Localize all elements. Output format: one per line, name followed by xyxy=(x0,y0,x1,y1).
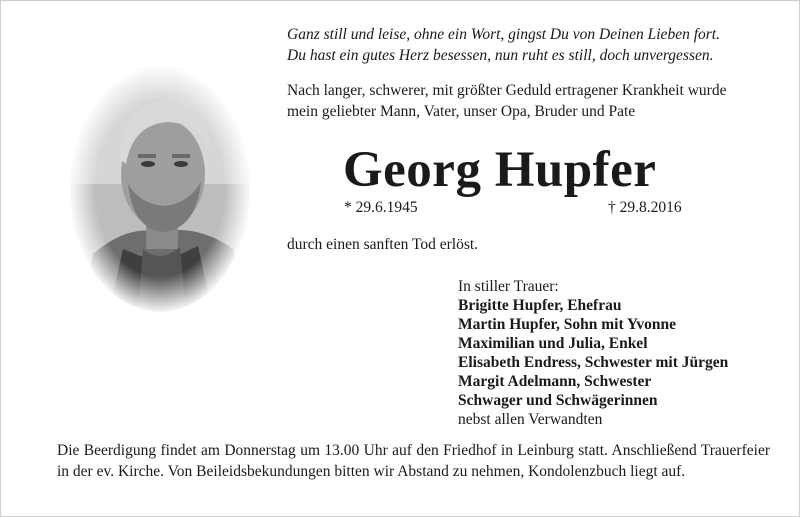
death-date: † 29.8.2016 xyxy=(608,199,682,216)
verse-line: Du hast ein gutes Herz besessen, nun ruht es still, doch unvergessen. xyxy=(287,47,714,64)
deceased-name: Georg Hupfer xyxy=(343,142,657,198)
intro-text xyxy=(287,80,787,122)
mourners-closing: nebst allen Verwandten xyxy=(458,411,603,428)
mourner: Brigitte Hupfer, Ehefrau xyxy=(458,297,622,314)
mourners-block xyxy=(458,277,788,429)
mourner: Margit Adelmann, Schwester xyxy=(458,373,652,390)
mourner: Elisabeth Endress, Schwester mit Jürgen xyxy=(458,354,729,371)
funeral-info: Die Beerdigung findet am Donnerstag um 13.00 Uhr auf den Friedhof in Leinburg statt. Anschließend Trauerfeier in der ev. Kirche. Von Beileidsbekundungen bitten wir Abstand zu nehmen, Kondolenzbuch liegt auf. xyxy=(57,442,770,480)
intro-line: Nach langer, schwerer, mit größter Geduld ertragener Krankheit wurde xyxy=(287,82,727,99)
mourner: Maximilian und Julia, Enkel xyxy=(458,335,648,352)
mourner: Martin Hupfer, Sohn mit Yvonne xyxy=(458,316,677,333)
birth-date: * 29.6.1945 xyxy=(344,199,418,216)
verse xyxy=(287,24,787,66)
portrait-photo xyxy=(68,64,252,314)
verse-line: Ganz still und leise, ohne ein Wort, gingst Du von Deinen Lieben fort. xyxy=(287,26,720,43)
intro-line: mein geliebter Mann, Vater, unser Opa, Bruder und Pate xyxy=(287,103,636,120)
passing-text: durch einen sanften Tod erlöst. xyxy=(287,236,479,253)
mourners-label: In stiller Trauer: xyxy=(458,278,559,295)
mourner: Schwager und Schwägerinnen xyxy=(458,392,658,409)
